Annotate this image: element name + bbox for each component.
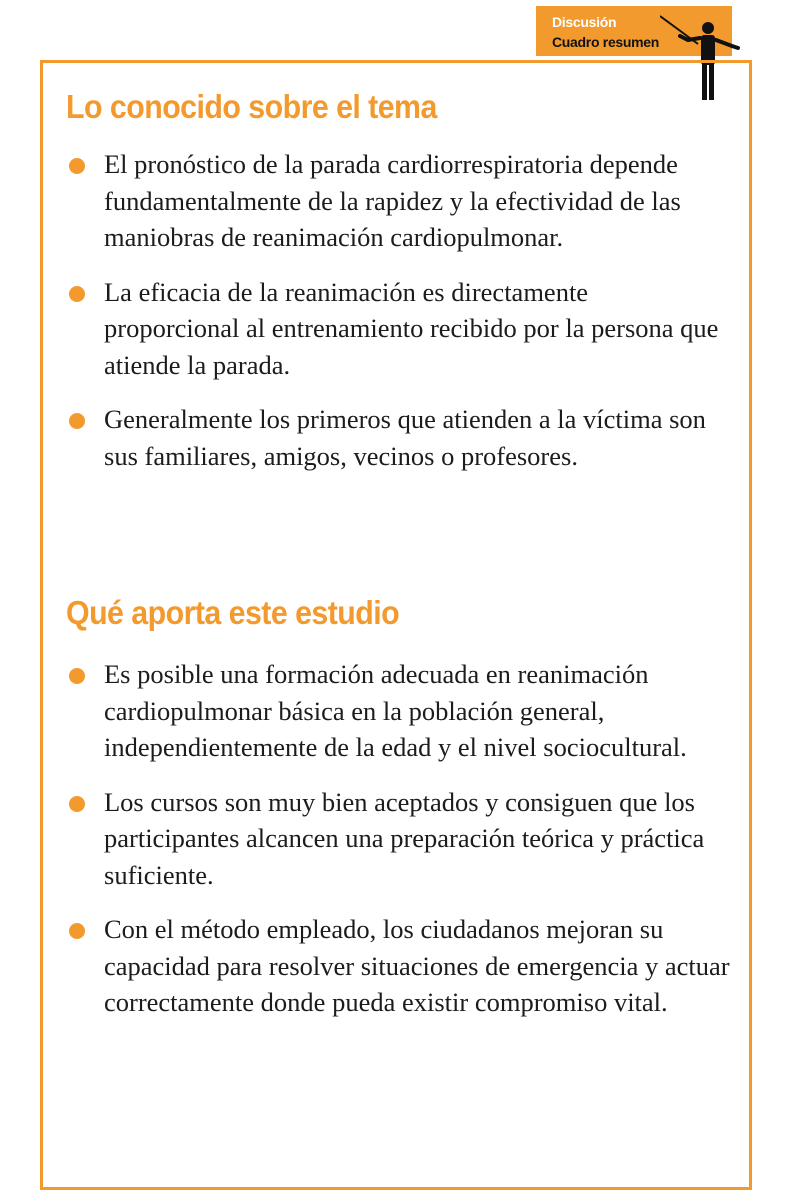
tab-label-summary: Cuadro resumen xyxy=(552,34,660,50)
list-item xyxy=(66,401,730,474)
bullet-dot-icon xyxy=(69,286,85,302)
list-item xyxy=(66,146,730,256)
bullet-dot-icon xyxy=(69,413,85,429)
list-item-text: La eficacia de la reanimación es directamente proporcional al entrenamiento recibido por la persona que atiende la parada. xyxy=(104,276,719,380)
list-item-text: Con el método empleado, los ciudadanos mejoran su capacidad para resolver situaciones de emergencia y actuar correctamente donde pueda existir compromiso vital. xyxy=(104,914,730,1017)
known-list xyxy=(66,146,730,492)
list-item-text: Es posible una formación adecuada en reanimación cardiopulmonar básica en la población general, independientemente de la edad y el nivel sociocultural. xyxy=(104,659,687,762)
list-item-text: El pronóstico de la parada cardiorrespiratoria depende fundamentalmente de la rapidez y la efectividad de las maniobras de reanimación cardiopulmonar. xyxy=(104,149,681,252)
list-item xyxy=(66,656,730,766)
bullet-dot-icon xyxy=(69,668,85,684)
section-title-contribution: Qué aporta este estudio xyxy=(66,594,400,631)
contribution-list xyxy=(66,656,730,1039)
list-item xyxy=(66,274,730,384)
bullet-dot-icon xyxy=(69,923,85,939)
tab-label-discussion: Discusión xyxy=(552,14,617,30)
section-title-known: Lo conocido sobre el tema xyxy=(66,88,437,125)
list-item-text: Generalmente los primeros que atienden a la víctima son sus familiares, amigos, vecinos o profesores. xyxy=(104,404,706,471)
bullet-dot-icon xyxy=(69,796,85,812)
list-item xyxy=(66,784,730,894)
list-item xyxy=(66,911,730,1021)
bullet-dot-icon xyxy=(69,158,85,174)
list-item-text: Los cursos son muy bien aceptados y consiguen que los participantes alcancen una preparación teórica y práctica suficiente. xyxy=(104,786,705,890)
